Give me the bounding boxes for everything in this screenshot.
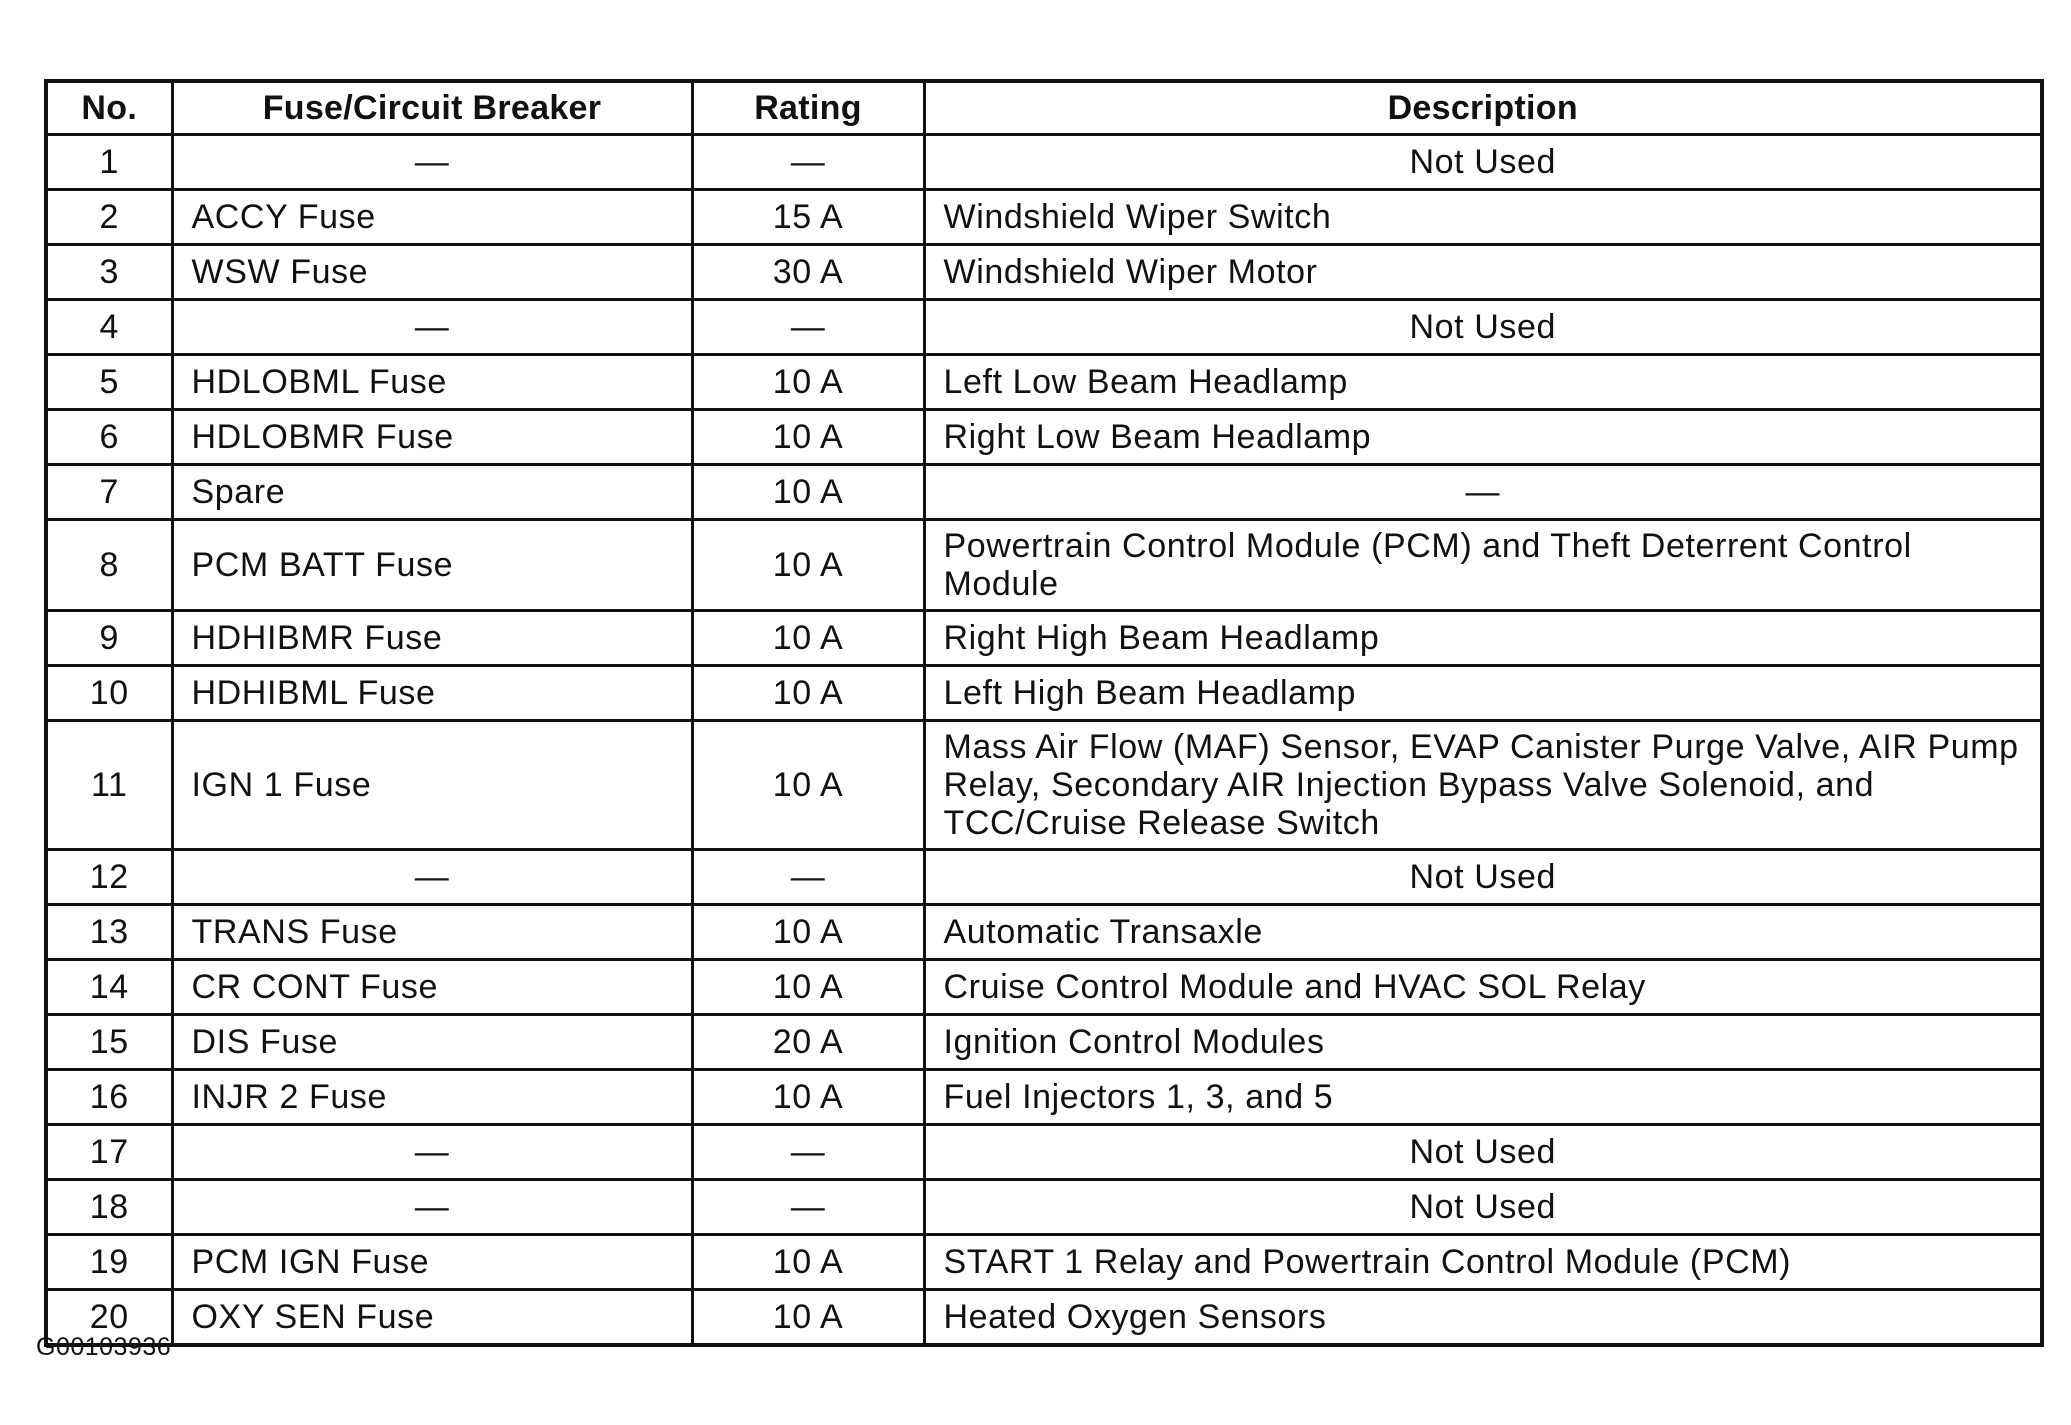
cell-no: 4 — [46, 300, 172, 355]
table-row — [46, 135, 2042, 190]
table-row — [46, 905, 2042, 960]
header-no: No. — [46, 81, 172, 135]
table-row — [46, 1015, 2042, 1070]
cell-fuse: WSW Fuse — [172, 245, 692, 300]
cell-rating: 10 A — [692, 520, 924, 611]
cell-rating: 10 A — [692, 905, 924, 960]
cell-no: 15 — [46, 1015, 172, 1070]
cell-rating: 10 A — [692, 1070, 924, 1125]
cell-rating: 10 A — [692, 1290, 924, 1346]
cell-rating: 15 A — [692, 190, 924, 245]
cell-fuse: TRANS Fuse — [172, 905, 692, 960]
table-row — [46, 721, 2042, 850]
cell-description: Not Used — [924, 1125, 2042, 1180]
cell-rating: — — [692, 300, 924, 355]
cell-description: START 1 Relay and Powertrain Control Module (PCM) — [924, 1235, 2042, 1290]
table-row — [46, 190, 2042, 245]
cell-no: 20 — [46, 1290, 172, 1346]
table-row — [46, 850, 2042, 905]
cell-no: 16 — [46, 1070, 172, 1125]
cell-description: Heated Oxygen Sensors — [924, 1290, 2042, 1346]
cell-fuse: ACCY Fuse — [172, 190, 692, 245]
cell-fuse: CR CONT Fuse — [172, 960, 692, 1015]
cell-no: 13 — [46, 905, 172, 960]
cell-rating: — — [692, 1180, 924, 1235]
cell-description: Windshield Wiper Switch — [924, 190, 2042, 245]
fuse-table — [44, 79, 2044, 1347]
cell-fuse: IGN 1 Fuse — [172, 721, 692, 850]
cell-description: Right Low Beam Headlamp — [924, 410, 2042, 465]
cell-description: Right High Beam Headlamp — [924, 611, 2042, 666]
cell-no: 1 — [46, 135, 172, 190]
cell-rating: 10 A — [692, 410, 924, 465]
cell-description: Ignition Control Modules — [924, 1015, 2042, 1070]
cell-fuse: INJR 2 Fuse — [172, 1070, 692, 1125]
cell-description: Powertrain Control Module (PCM) and Theft Deterrent Control Module — [924, 520, 2042, 611]
cell-description: Cruise Control Module and HVAC SOL Relay — [924, 960, 2042, 1015]
cell-rating: 10 A — [692, 465, 924, 520]
cell-no: 6 — [46, 410, 172, 465]
cell-no: 19 — [46, 1235, 172, 1290]
cell-fuse: — — [172, 850, 692, 905]
header-rating: Rating — [692, 81, 924, 135]
cell-no: 12 — [46, 850, 172, 905]
cell-fuse: HDHIBMR Fuse — [172, 611, 692, 666]
cell-description: Not Used — [924, 300, 2042, 355]
cell-description: Mass Air Flow (MAF) Sensor, EVAP Canister Purge Valve, AIR Pump Relay, Secondary AIR Injection Bypass Valve Solenoid, and TCC/Cruise Release Switch — [924, 721, 2042, 850]
header-row — [46, 81, 2042, 135]
table-row — [46, 465, 2042, 520]
cell-rating: — — [692, 1125, 924, 1180]
table-row — [46, 520, 2042, 611]
cell-description: Not Used — [924, 1180, 2042, 1235]
cell-no: 14 — [46, 960, 172, 1015]
cell-rating: 20 A — [692, 1015, 924, 1070]
cell-description: Automatic Transaxle — [924, 905, 2042, 960]
cell-description: Windshield Wiper Motor — [924, 245, 2042, 300]
table-row — [46, 245, 2042, 300]
table-row — [46, 611, 2042, 666]
cell-description: Left Low Beam Headlamp — [924, 355, 2042, 410]
cell-description: Not Used — [924, 135, 2042, 190]
header-fuse: Fuse/Circuit Breaker — [172, 81, 692, 135]
cell-rating: 30 A — [692, 245, 924, 300]
cell-fuse: — — [172, 1180, 692, 1235]
cell-description: — — [924, 465, 2042, 520]
cell-no: 7 — [46, 465, 172, 520]
cell-no: 18 — [46, 1180, 172, 1235]
table-row — [46, 1290, 2042, 1346]
table-body — [46, 135, 2042, 1346]
cell-description: Not Used — [924, 850, 2042, 905]
figure-id: G00103936 — [36, 1333, 172, 1361]
cell-no: 3 — [46, 245, 172, 300]
cell-fuse: — — [172, 1125, 692, 1180]
cell-fuse: HDLOBMR Fuse — [172, 410, 692, 465]
cell-fuse: PCM IGN Fuse — [172, 1235, 692, 1290]
table-row — [46, 355, 2042, 410]
cell-rating: 10 A — [692, 721, 924, 850]
cell-no: 8 — [46, 520, 172, 611]
cell-fuse: Spare — [172, 465, 692, 520]
cell-fuse: DIS Fuse — [172, 1015, 692, 1070]
table-row — [46, 1125, 2042, 1180]
cell-rating: 10 A — [692, 1235, 924, 1290]
cell-no: 9 — [46, 611, 172, 666]
cell-rating: 10 A — [692, 666, 924, 721]
header-description: Description — [924, 81, 2042, 135]
cell-rating: — — [692, 850, 924, 905]
table-row — [46, 300, 2042, 355]
cell-description: Fuel Injectors 1, 3, and 5 — [924, 1070, 2042, 1125]
cell-rating: 10 A — [692, 960, 924, 1015]
cell-no: 17 — [46, 1125, 172, 1180]
cell-rating: — — [692, 135, 924, 190]
cell-fuse: HDHIBML Fuse — [172, 666, 692, 721]
table-row — [46, 1070, 2042, 1125]
cell-fuse: HDLOBML Fuse — [172, 355, 692, 410]
cell-fuse: — — [172, 300, 692, 355]
cell-no: 5 — [46, 355, 172, 410]
table-row — [46, 1180, 2042, 1235]
cell-no: 10 — [46, 666, 172, 721]
table-row — [46, 666, 2042, 721]
table-row — [46, 960, 2042, 1015]
cell-no: 11 — [46, 721, 172, 850]
table-row — [46, 1235, 2042, 1290]
cell-fuse: PCM BATT Fuse — [172, 520, 692, 611]
cell-rating: 10 A — [692, 611, 924, 666]
table-row — [46, 410, 2042, 465]
cell-fuse: — — [172, 135, 692, 190]
cell-description: Left High Beam Headlamp — [924, 666, 2042, 721]
cell-fuse: OXY SEN Fuse — [172, 1290, 692, 1346]
cell-rating: 10 A — [692, 355, 924, 410]
cell-no: 2 — [46, 190, 172, 245]
